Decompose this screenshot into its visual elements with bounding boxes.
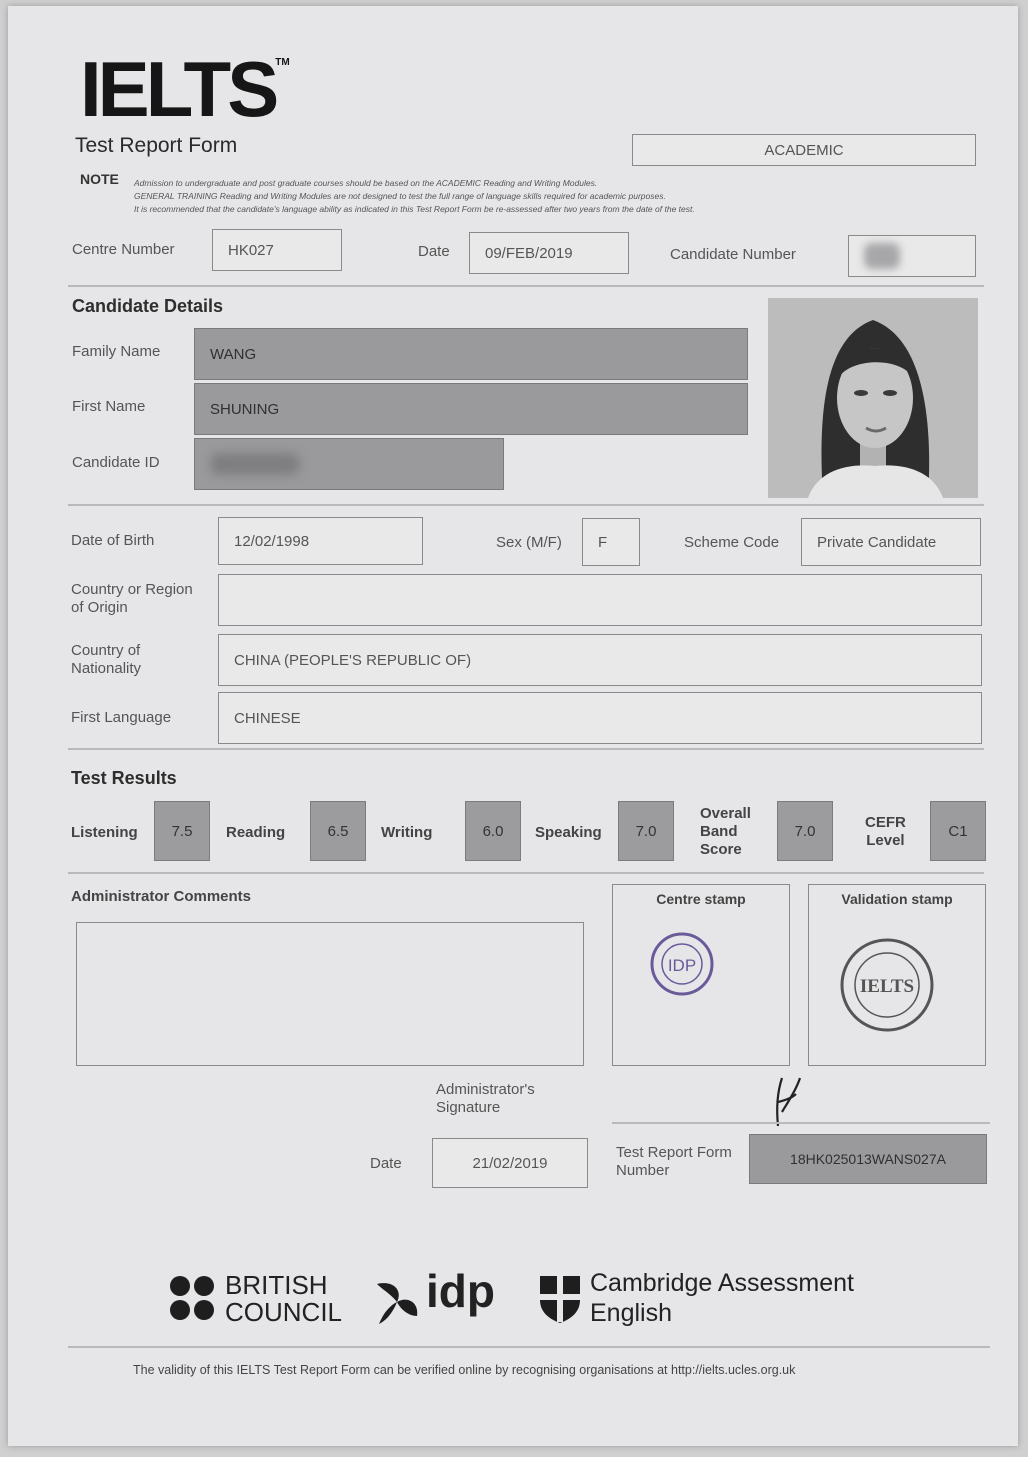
idp-leaf-icon bbox=[373, 1276, 423, 1328]
candidate-photo bbox=[768, 298, 978, 498]
form-title: Test Report Form bbox=[75, 134, 238, 157]
centre-stamp-box bbox=[612, 884, 790, 1066]
scheme-code-label: Scheme Code bbox=[684, 534, 780, 551]
cambridge-shield-icon bbox=[538, 1274, 582, 1324]
idp-stamp-icon bbox=[649, 931, 715, 997]
overall-band-label: Overall Band Score bbox=[700, 805, 751, 858]
portrait-image bbox=[768, 298, 978, 498]
candidate-id-label: Candidate ID bbox=[72, 454, 160, 471]
admin-comments-label: Administrator Comments bbox=[71, 888, 252, 905]
signature-line bbox=[612, 1122, 990, 1124]
cefr-level-score: C1 bbox=[930, 801, 986, 861]
trf-number-label: Test Report Form Number bbox=[616, 1144, 732, 1179]
first-language-field: CHINESE bbox=[218, 692, 982, 744]
validation-stamp-box bbox=[808, 884, 986, 1066]
note-line-3: It is recommended that the candidate's language ability as indicated in this Test Report Form be re-assessed after two years from the date of the test. bbox=[134, 204, 695, 214]
reading-score: 6.5 bbox=[310, 801, 366, 861]
listening-label: Listening bbox=[71, 824, 138, 841]
origin-field bbox=[218, 574, 982, 626]
test-date-field: 09/FEB/2019 bbox=[469, 232, 629, 274]
overall-band-score: 7.0 bbox=[777, 801, 833, 861]
note-line-2: GENERAL TRAINING Reading and Writing Modules are not designed to test the full range of language skills required for academic purposes. bbox=[134, 191, 666, 201]
admin-comments-box bbox=[76, 922, 584, 1066]
centre-stamp-text: IDP bbox=[667, 956, 697, 975]
speaking-score: 7.0 bbox=[618, 801, 674, 861]
candidate-id-field bbox=[194, 438, 504, 490]
sex-label: Sex (M/F) bbox=[496, 534, 562, 551]
divider bbox=[68, 748, 984, 750]
cambridge-assessment-text: Cambridge Assessment English bbox=[590, 1269, 855, 1327]
trf-number-field: 18HK025013WANS027A bbox=[749, 1134, 987, 1184]
british-council-text: BRITISH COUNCIL bbox=[225, 1270, 343, 1327]
test-results-heading: Test Results bbox=[71, 768, 177, 788]
redacted-blur bbox=[864, 243, 900, 269]
british-council-logo bbox=[168, 1274, 218, 1329]
note-line-1: Admission to undergraduate and post graduate courses should be based on the ACADEMIC Reading and Writing Modules. bbox=[134, 178, 598, 188]
dob-label: Date of Birth bbox=[71, 532, 155, 549]
centre-stamp-label: Centre stamp bbox=[656, 891, 746, 907]
origin-label: Country or Region of Origin bbox=[71, 581, 193, 616]
date-label: Date bbox=[418, 243, 450, 260]
note-label: NOTE bbox=[80, 171, 119, 187]
idp-text: idp bbox=[426, 1265, 495, 1317]
divider bbox=[68, 872, 984, 874]
family-name-label: Family Name bbox=[72, 343, 161, 360]
divider bbox=[68, 285, 984, 287]
scheme-code-field: Private Candidate bbox=[801, 518, 981, 566]
validation-stamp-label: Validation stamp bbox=[841, 891, 953, 907]
candidate-details-heading: Candidate Details bbox=[72, 296, 224, 316]
british-council-dots-icon bbox=[168, 1274, 218, 1324]
reading-label: Reading bbox=[226, 824, 286, 841]
writing-score: 6.0 bbox=[465, 801, 521, 861]
first-name-label: First Name bbox=[72, 398, 146, 415]
listening-score: 7.5 bbox=[154, 801, 210, 861]
validation-stamp-text: IELTS bbox=[859, 976, 915, 997]
ielts-validation-stamp-icon bbox=[839, 937, 935, 1033]
first-language-label: First Language bbox=[71, 709, 172, 726]
redacted-blur bbox=[210, 453, 300, 475]
candidate-number-field bbox=[848, 235, 976, 277]
centre-number-field: HK027 bbox=[212, 229, 342, 271]
first-name-field: SHUNING bbox=[194, 383, 748, 435]
dob-field: 12/02/1998 bbox=[218, 517, 423, 565]
centre-number-label: Centre Number bbox=[72, 241, 175, 258]
candidate-number-label: Candidate Number bbox=[670, 246, 796, 263]
verification-footer: The validity of this IELTS Test Report Form can be verified online by recognising organisations at http://ielts.ucles.org.uk bbox=[133, 1363, 796, 1377]
test-report-form-sheet bbox=[8, 6, 1018, 1446]
ielts-logo: IELTS™ bbox=[80, 45, 290, 133]
nationality-field: CHINA (PEOPLE'S REPUBLIC OF) bbox=[218, 634, 982, 686]
module-box: ACADEMIC bbox=[632, 134, 976, 166]
admin-date-field: 21/02/2019 bbox=[432, 1138, 588, 1188]
admin-signature-label: Administrator's Signature bbox=[436, 1081, 535, 1116]
admin-date-label: Date bbox=[370, 1155, 402, 1172]
divider bbox=[68, 504, 984, 506]
writing-label: Writing bbox=[381, 824, 433, 841]
nationality-label: Country of Nationality bbox=[71, 642, 142, 677]
cefr-level-label: CEFR Level bbox=[865, 814, 906, 849]
speaking-label: Speaking bbox=[535, 824, 602, 841]
footer-divider bbox=[68, 1346, 990, 1348]
family-name-field: WANG bbox=[194, 328, 748, 380]
sex-field: F bbox=[582, 518, 640, 566]
